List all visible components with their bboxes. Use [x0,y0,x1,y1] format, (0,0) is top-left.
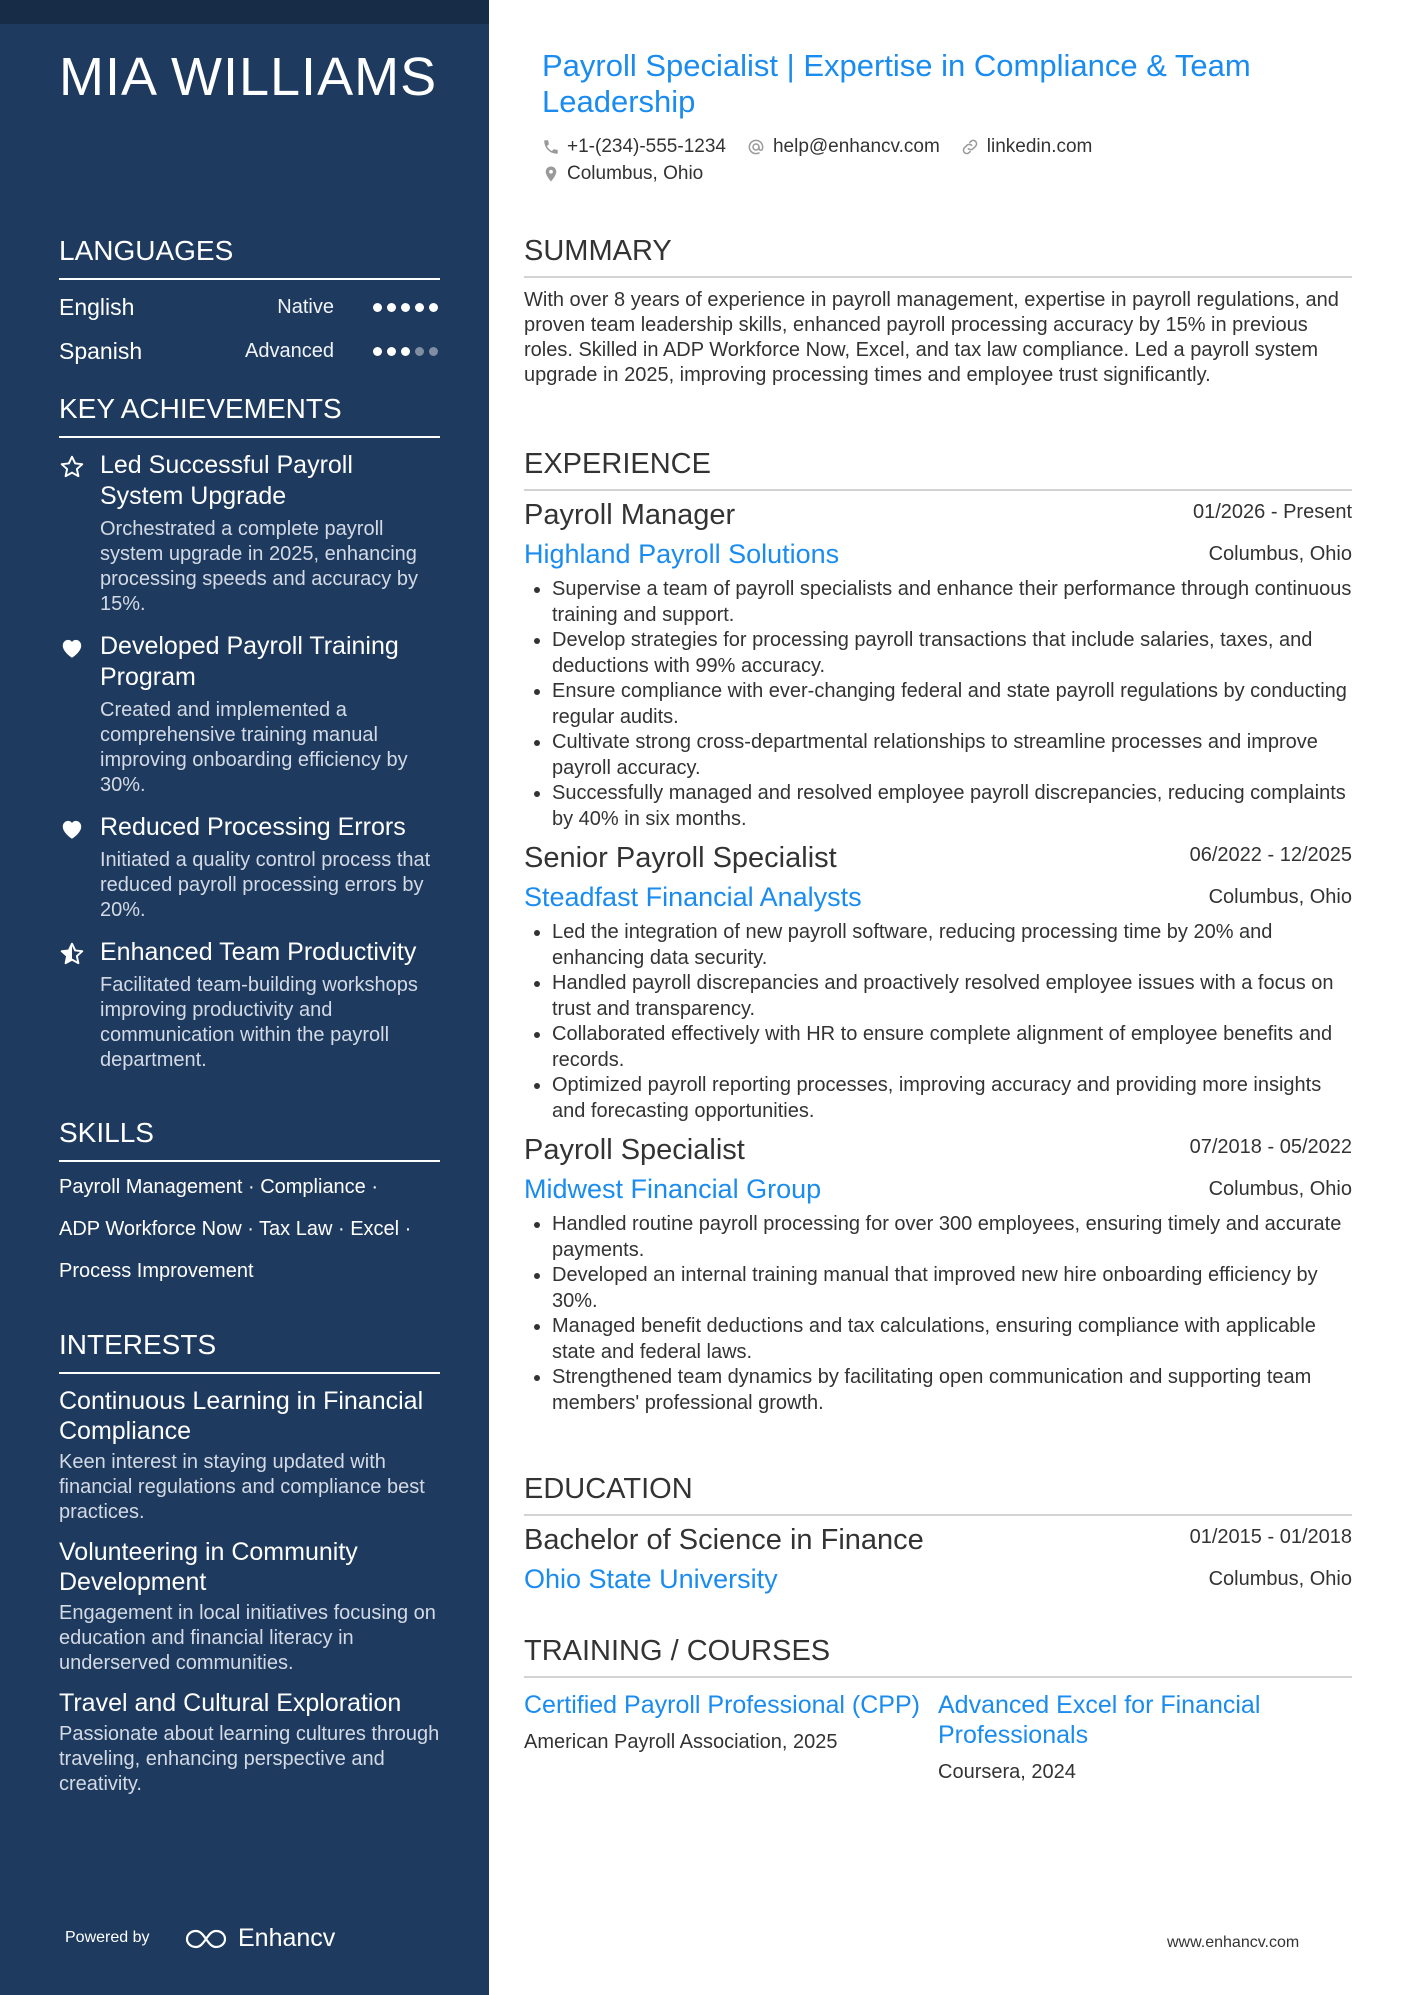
education-heading: EDUCATION [524,1472,1352,1516]
linkedin-text: linkedin.com [986,136,1093,157]
link-icon [960,137,980,157]
job-bullet: • Handled payroll discrepancies and proactively resolved employee issues with a focus on trust and transparency. [552,971,1352,1022]
skills-section [59,1116,440,1292]
language-proficiency-dots [373,303,438,312]
job-location: Columbus, Ohio [1208,543,1352,565]
phone-icon [542,138,560,156]
email-contact[interactable] [746,136,940,158]
language-item [59,286,440,330]
achievement-title: Reduced Processing Errors [100,813,406,841]
course-item [938,1690,1352,1785]
heart-icon [59,635,85,661]
course-provider: Coursera, 2024 [938,1761,1076,1783]
enhancv-logo[interactable] [184,1924,335,1953]
job-location: Columbus, Ohio [1208,886,1352,908]
contact-row [542,136,1092,158]
location-pin-icon [542,164,560,184]
course-title: Advanced Excel for Financial Professionals [938,1691,1261,1749]
summary-text: With over 8 years of experience in payroll management, expertise in payroll regulations, and proven team leadership skills, enhanced payroll processing accuracy by 15% in previous roles. Skilled in ADP Workforce Now, Excel, and tax law compliance. Led a payroll system upgrade in 2025, improving processing times and employee trust significantly. [524,289,1339,386]
achievement-item [59,450,440,617]
job-bullet: • Collaborated effectively with HR to ensure complete alignment of employee benefits and records. [552,1022,1352,1073]
location-row [542,163,703,185]
education-dates: 01/2015 - 01/2018 [1189,1526,1352,1548]
language-item [59,330,440,374]
school-name: Ohio State University [524,1564,778,1594]
resume-title: Payroll Specialist | Expertise in Compliance & Team Leadership [542,48,1251,119]
skills-list [59,1166,440,1292]
interests-section [59,1328,440,1797]
job-entry [524,1130,1352,1416]
job-company: Midwest Financial Group [524,1174,822,1204]
job-bullet: • Handled routine payroll processing for over 300 employees, ensuring timely and accurate payments. [552,1212,1352,1263]
linkedin-contact[interactable] [960,136,1093,158]
language-name: Spanish [59,338,143,364]
interests-heading: INTERESTS [59,1328,440,1374]
job-bullets [524,1212,1352,1416]
skills-line: Process Improvement [59,1260,254,1282]
footer-url[interactable]: www.enhancv.com [1167,1934,1300,1951]
interest-title: Volunteering in Community Development [59,1538,358,1596]
skills-line: Payroll Management · Compliance · [59,1176,379,1198]
heart-icon [59,816,85,842]
achievements-heading: KEY ACHIEVEMENTS [59,392,440,438]
job-company: Highland Payroll Solutions [524,539,840,569]
job-bullet: • Optimized payroll reporting processes, improving accuracy and providing more insights and forecasting opportunities. [552,1073,1352,1124]
course-provider: American Payroll Association, 2025 [524,1731,838,1753]
at-icon [746,137,766,157]
job-title: Payroll Manager [524,499,736,531]
job-bullets [524,577,1352,832]
job-location: Columbus, Ohio [1208,1178,1352,1200]
experience-heading: EXPERIENCE [524,447,1352,491]
enhancv-logo-icon [184,1928,230,1950]
achievement-desc: Initiated a quality control process that reduced payroll processing errors by 20%. [100,849,431,921]
powered-by-label: Powered by [65,1929,150,1946]
training-heading: TRAINING / COURSES [524,1634,1352,1678]
training-section [524,1634,1352,1785]
job-bullet: • Managed benefit deductions and tax calculations, ensuring compliance with applicable state and federal laws. [552,1314,1352,1365]
summary-heading: SUMMARY [524,234,1352,278]
job-entry [524,495,1352,832]
experience-section [524,447,1352,1416]
job-title: Payroll Specialist [524,1134,745,1166]
school-location: Columbus, Ohio [1208,1568,1352,1590]
candidate-name: MIA WILLIAMS [59,47,438,107]
achievement-title: Developed Payroll Training Program [100,632,399,691]
achievement-title: Led Successful Payroll System Upgrade [100,451,353,510]
job-bullet: • Strengthened team dynamics by facilitating open communication and supporting team members' professional growth. [552,1365,1352,1416]
job-bullet: • Developed an internal training manual that improved new hire onboarding efficiency by 30%. [552,1263,1352,1314]
summary-section [524,234,1352,388]
skills-line: ADP Workforce Now · Tax Law · Excel · [59,1218,412,1240]
interest-desc: Keen interest in staying updated with financial regulations and compliance best practices. [59,1451,425,1523]
main-content [524,0,1352,1995]
star-outline-icon [59,454,85,480]
achievement-desc: Created and implemented a comprehensive training manual improving onboarding efficiency by 30%. [100,699,408,796]
achievement-item [59,631,440,798]
phone-text: +1-(234)-555-1234 [567,136,726,157]
interest-title: Travel and Cultural Exploration [59,1689,402,1717]
language-level: Advanced [245,340,334,362]
sidebar-top-bar [0,0,489,24]
email-text: help@enhancv.com [772,136,940,157]
job-bullet: • Ensure compliance with ever-changing federal and state payroll regulations by conducting regular audits. [552,679,1352,730]
achievement-desc: Orchestrated a complete payroll system upgrade in 2025, enhancing processing speeds and accuracy by 15%. [100,518,418,615]
interest-desc: Engagement in local initiatives focusing on education and financial literacy in underserved communities. [59,1602,436,1674]
location-text: Columbus, Ohio [567,163,704,184]
enhancv-brand-text: Enhancv [238,1924,336,1952]
job-dates: 06/2022 - 12/2025 [1189,844,1352,866]
languages-section [59,234,440,374]
job-bullets [524,920,1352,1124]
interest-item [59,1386,440,1525]
phone-contact[interactable] [542,136,726,158]
achievement-title: Enhanced Team Productivity [100,938,417,966]
job-bullet: • Successfully managed and resolved employee payroll discrepancies, reducing complaints by 40% in six months. [552,781,1352,832]
star-half-icon [59,941,85,967]
language-level: Native [277,296,334,318]
job-entry [524,838,1352,1124]
language-proficiency-dots [373,347,438,356]
job-dates: 07/2018 - 05/2022 [1189,1136,1352,1158]
interest-title: Continuous Learning in Financial Compliance [59,1387,424,1445]
job-company: Steadfast Financial Analysts [524,882,862,912]
education-section [524,1472,1352,1602]
job-title: Senior Payroll Specialist [524,842,837,874]
skills-heading: SKILLS [59,1116,440,1162]
course-item [524,1690,938,1785]
achievement-item [59,812,440,923]
job-dates: 01/2026 - Present [1193,501,1352,523]
job-bullet: • Led the integration of new payroll software, reducing processing time by 20% and enhancing data security. [552,920,1352,971]
interest-desc: Passionate about learning cultures through traveling, enhancing perspective and creativity. [59,1723,440,1795]
interest-item [59,1688,440,1797]
achievement-item [59,937,440,1073]
job-bullet: • Supervise a team of payroll specialists and enhance their performance through continuous training and support. [552,577,1352,628]
language-name: English [59,294,135,320]
achievements-section [59,392,440,1073]
languages-heading: LANGUAGES [59,234,440,280]
job-bullet: • Cultivate strong cross-departmental relationships to streamline processes and improve payroll accuracy. [552,730,1352,781]
degree-title: Bachelor of Science in Finance [524,1524,924,1556]
course-title: Certified Payroll Professional (CPP) [524,1691,920,1719]
sidebar [0,0,489,1995]
job-bullet: • Develop strategies for processing payroll transactions that include salaries, taxes, and deductions with 99% accuracy. [552,628,1352,679]
location-contact [542,163,703,185]
achievement-desc: Facilitated team-building workshops improving productivity and communication within the payroll department. [100,974,418,1071]
interest-item [59,1537,440,1676]
